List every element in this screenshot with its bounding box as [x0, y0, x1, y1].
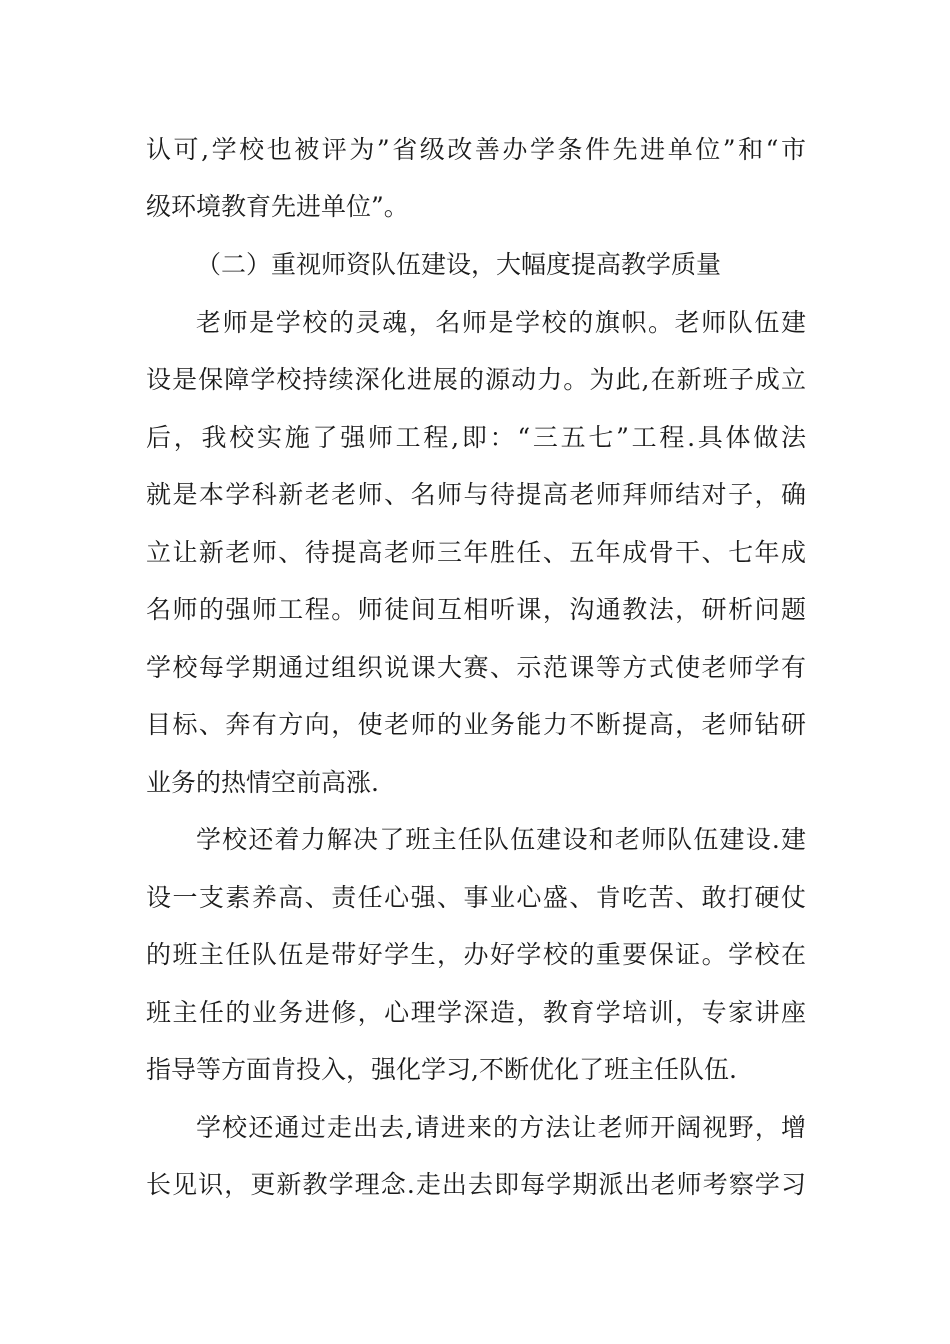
text-line-19: 长见识，更新教学理念.走出去即每学期派出老师考察学习 [146, 1170, 806, 1199]
section-heading: （二）重视师资队伍建设，大幅度提高教学质量 [196, 250, 722, 279]
text-line-11: 目标、奔有方向，使老师的业务能力不断提高，老师钻研 [146, 710, 806, 739]
text-line-15: 的班主任队伍是带好学生，办好学校的重要保证。学校在 [146, 940, 806, 969]
text-line-4: 老师是学校的灵魂，名师是学校的旗帜。老师队伍建 [196, 308, 806, 337]
text-line-10: 学校每学期通过组织说课大赛、示范课等方式使老师学有 [146, 653, 806, 682]
text-line-13: 学校还着力解决了班主任队伍建设和老师队伍建设.建 [196, 825, 806, 854]
text-line-2: 级环境教育先进单位”。 [146, 192, 409, 221]
text-line-12: 业务的热情空前高涨. [146, 768, 379, 797]
text-line-18: 学校还通过走出去,请进来的方法让老师开阔视野，增 [196, 1113, 806, 1142]
text-line-6: 后，我校实施了强师工程,即：“三五七”工程.具体做法 [146, 423, 806, 452]
text-line-1: 认可,学校也被评为”省级改善办学条件先进单位”和“市 [146, 135, 806, 164]
text-line-16: 班主任的业务进修，心理学深造，教育学培训，专家讲座 [146, 998, 806, 1027]
text-line-7: 就是本学科新老老师、名师与待提高老师拜师结对子，确 [146, 480, 806, 509]
text-line-8: 立让新老师、待提高老师三年胜任、五年成骨干、七年成 [146, 538, 806, 567]
text-line-17: 指导等方面肯投入，强化学习,不断优化了班主任队伍. [146, 1055, 737, 1084]
text-line-5: 设是保障学校持续深化进展的源动力。为此,在新班子成立 [146, 365, 806, 394]
text-line-14: 设一支素养高、责任心强、事业心盛、肯吃苦、敢打硬仗 [146, 883, 806, 912]
text-line-9: 名师的强师工程。师徒间互相听课，沟通教法，研析问题 [146, 595, 806, 624]
